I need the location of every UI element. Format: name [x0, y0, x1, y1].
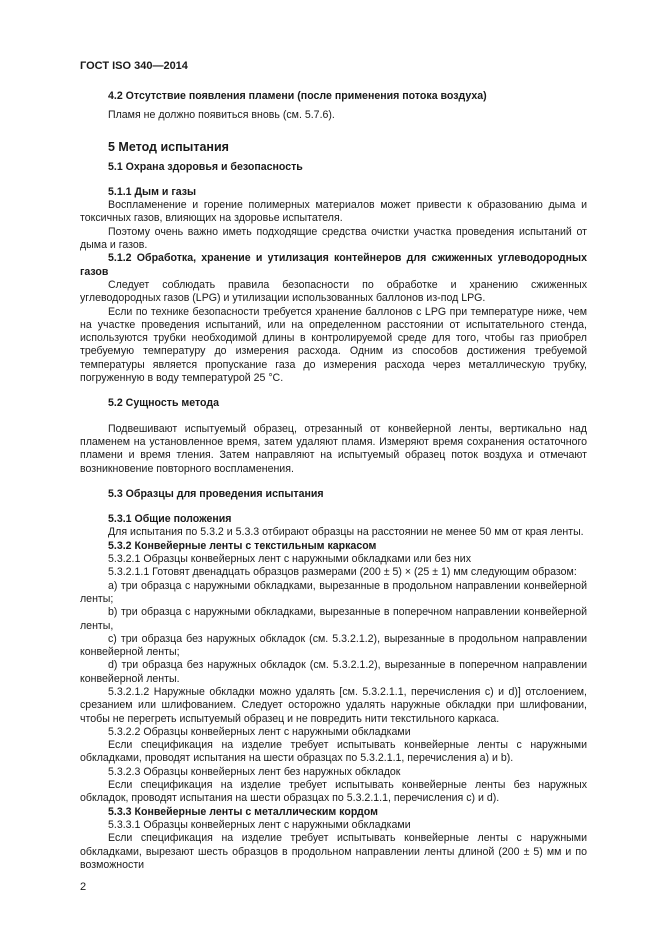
paragraph: d) три образца без наружных обкладок (см. 5.3.2.1.2), вырезанные в поперечном направлении конвейерной ленты.	[80, 659, 587, 685]
document-body	[80, 90, 587, 872]
paragraph: Воспламенение и горение полимерных материалов может привести к образованию дыма и токсичных газов, влияющих на здоровье испытателя.	[80, 199, 587, 225]
spacer	[80, 501, 587, 513]
paragraph: Пламя не должно появиться вновь (см. 5.7.6).	[108, 109, 335, 122]
paragraph: Если по технике безопасности требуется хранение баллонов с LPG при температуре ниже, чем на участке проведения испытаний, или на определенном расстоянии от испытательного стенда, используются трубки необходимой длины в контролируемой среде для того, чтобы газ приобрел требуемую температуру до измерения расхода. Одним из способов достижения требуемой температуры является пропускание газа до измерения расхода через металлическую трубку, погруженную в воду температурой 25 °C.	[80, 305, 587, 385]
subsection-heading: 4.2 Отсутствие появления пламени (после применения потока воздуха)	[108, 90, 487, 102]
subsection-heading: 5.3.3 Конвейерные ленты с металлическим кордом	[108, 805, 378, 818]
subsection-heading: 5.1 Охрана здоровья и безопасность	[108, 160, 303, 173]
paragraph: a) три образца с наружными обкладками, вырезанные в продольном направлении конвейерной ленты;	[80, 579, 587, 605]
spacer	[80, 174, 587, 186]
subsection-heading: 5.3.2 Конвейерные ленты с текстильным каркасом	[108, 539, 377, 552]
paragraph: Подвешивают испытуемый образец, отрезанный от конвейерной ленты, вертикально над пламенем на установленное время, затем удаляют пламя. Измеряют время сохранения остаточного пламени и время тления. Затем направляют на испытуемый образец поток воздуха и отмечают возникновение повторного воспламенения.	[80, 422, 587, 475]
paragraph: Если спецификация на изделие требует испытывать конвейерные ленты с наружными обкладками, проводят испытания на шести образцах по 5.3.2.1.1, перечисления а) и b).	[80, 739, 587, 765]
spacer	[80, 385, 587, 397]
spacer	[80, 476, 587, 488]
paragraph: 5.3.2.1.1 Готовят двенадцать образцов размерами (200 ± 5) × (25 ± 1) мм следующим образом:	[108, 566, 577, 579]
subsection-heading: 5.3.1 Общие положения	[108, 513, 232, 526]
subsection-heading: 5.2 Сущность метода	[108, 397, 220, 410]
paragraph: Следует соблюдать правила безопасности по обработке и хранению сжиженных углеводородных газов (LPG) и утилизации использованных баллонов из-под LPG.	[80, 278, 587, 305]
spacer	[80, 123, 587, 139]
paragraph: Для испытания по 5.3.2 и 5.3.3 отбирают образцы на расстоянии не менее 50 мм от края ленты.	[108, 526, 584, 539]
paragraph: Если спецификация на изделие требует испытывать конвейерные ленты с наружными обкладками, вырезают шесть образцов в продольном направлении ленты длиной (200 ± 5) мм и по возможности	[80, 832, 587, 871]
subsection-heading: 5.1.2 Обработка, хранение и утилизация контейнеров для сжиженных углеводородных газов	[80, 252, 587, 278]
paragraph: 5.3.2.1 Образцы конвейерных лент с наружными обкладками или без них	[108, 553, 471, 566]
section-heading: 5 Метод испытания	[108, 139, 229, 154]
subsection-heading: 5.3 Образцы для проведения испытания	[108, 487, 324, 500]
paragraph: Поэтому очень важно иметь подходящие средства очистки участка проведения испытаний от дыма и газов.	[80, 225, 587, 252]
paragraph: 5.3.2.2 Образцы конвейерных лент с наружными обкладками	[108, 725, 411, 738]
paragraph: 5.3.2.1.2 Наружные обкладки можно удалять [см. 5.3.2.1.1, перечисления с) и d)] отслоением, срезанием или шлифованием. Следует осторожно удалять наружные обкладки при шлифовании, чтобы не перегреть испытуемый образец и не повредить нити текстильного каркаса.	[80, 685, 587, 725]
subsection-heading: 5.1.1 Дым и газы	[108, 185, 197, 198]
paragraph: 5.3.2.3 Образцы конвейерных лент без наружных обкладок	[108, 765, 401, 778]
spacer	[80, 411, 587, 423]
paragraph: 5.3.3.1 Образцы конвейерных лент с наружными обкладками	[108, 818, 411, 831]
page-number: 2	[80, 881, 87, 893]
paragraph: Если спецификация на изделие требует испытывать конвейерные ленты без наружных обкладок, проводят испытания на шести образцах по 5.3.2.1.1, перечисления с) и d).	[80, 779, 587, 805]
page-header: ГОСТ ISO 340—2014	[80, 60, 188, 72]
paragraph: b) три образца с наружными обкладками, вырезанные в поперечном направлении конвейерной ленты,	[80, 606, 587, 632]
paragraph: c) три образца без наружных обкладок (см. 5.3.2.1.2), вырезанные в продольном направлении конвейерной ленты;	[80, 632, 587, 659]
